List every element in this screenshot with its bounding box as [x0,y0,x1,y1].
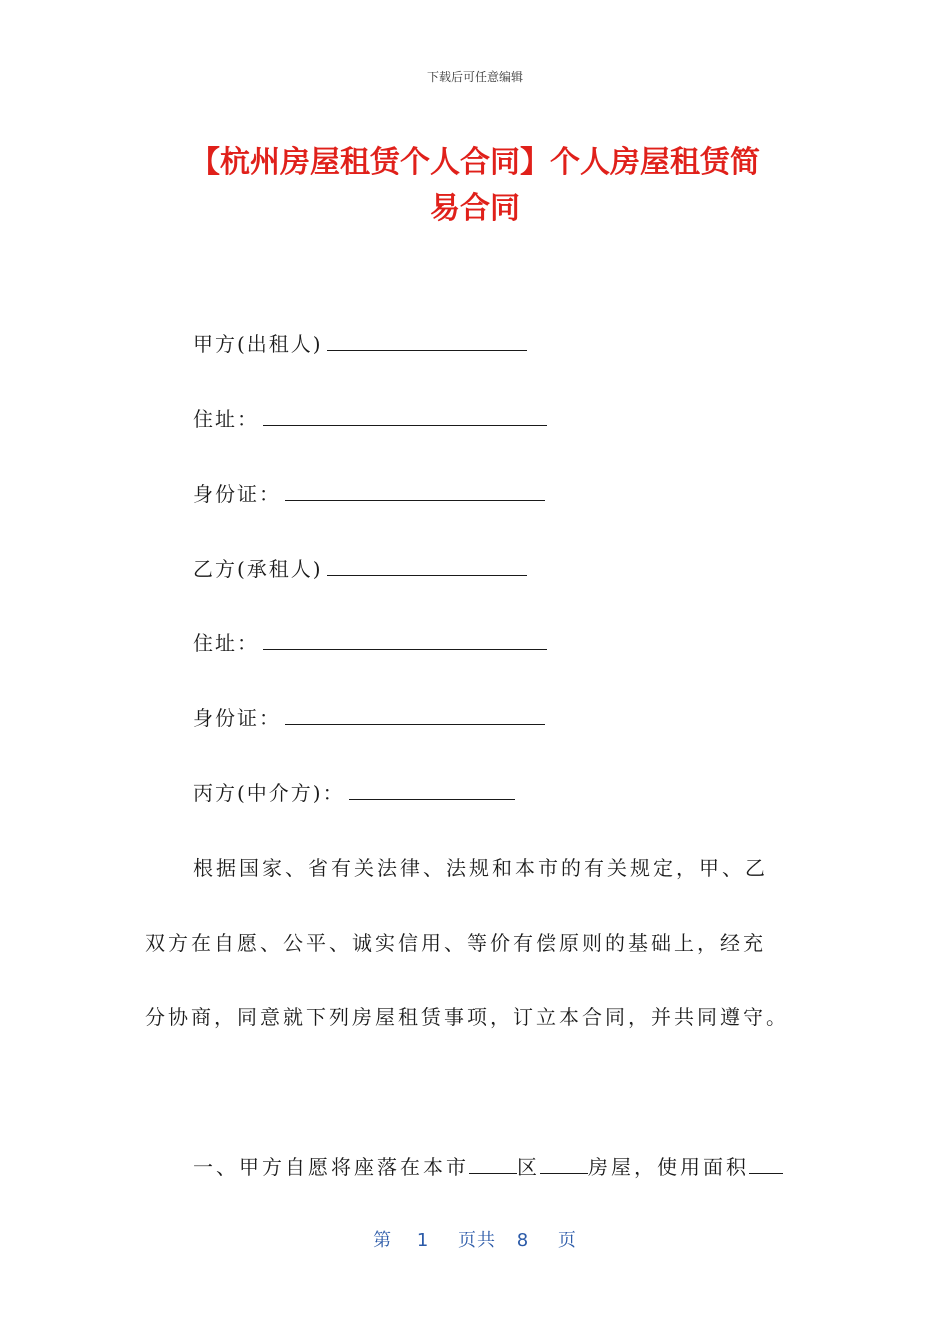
page-label-prefix: 第 [373,1230,393,1251]
title-line-1: 【杭州房屋租赁个人合同】个人房屋租赁简 [190,145,760,180]
document-title [140,140,810,232]
party-b-field [193,555,527,583]
blank-line [469,1153,517,1174]
party-a-field [193,330,527,358]
clause-text: 区 [517,1155,540,1179]
header-note: 下载后可任意编辑 [426,70,523,84]
party-b-id-field [193,704,545,732]
field-label: 乙方(承租人) [193,557,323,581]
intro-line-3: 分协商，同意就下列房屋租赁事项，订立本合同，并共同遵守。 [145,1005,789,1029]
total-pages-number: 8 [516,1230,530,1251]
clause-text: 一、甲方自愿将座落在本市 [193,1155,469,1179]
party-c-field [193,779,515,807]
blank-line [327,555,527,576]
party-a-address-field [193,405,547,433]
blank-line [540,1153,588,1174]
blank-line [263,629,547,650]
current-page-number: 1 [416,1230,430,1251]
field-label: 甲方(出租人) [193,332,323,356]
blank-line [263,405,547,426]
party-a-id-field [193,480,545,508]
party-b-address-field [193,629,547,657]
page-label-suffix: 页 [557,1230,577,1251]
clause-1 [193,1153,783,1181]
intro-line-1: 根据国家、省有关法律、法规和本市的有关规定，甲、乙 [193,856,768,880]
title-line-2: 易合同 [430,191,520,226]
field-label: 住址： [193,631,259,655]
blank-line [749,1153,783,1174]
blank-line [285,704,545,725]
clause-text: 房屋，使用面积 [588,1155,749,1179]
field-label: 身份证： [193,706,281,730]
blank-line [327,330,527,351]
field-label: 住址： [193,407,259,431]
intro-line-2: 双方在自愿、公平、诚实信用、等价有偿原则的基础上，经充 [145,931,766,955]
page-footer [0,1226,950,1252]
field-label: 丙方(中介方)： [193,781,345,805]
page-label-middle: 页共 [458,1230,496,1251]
blank-line [349,779,515,800]
field-label: 身份证： [193,482,281,506]
blank-line [285,480,545,501]
